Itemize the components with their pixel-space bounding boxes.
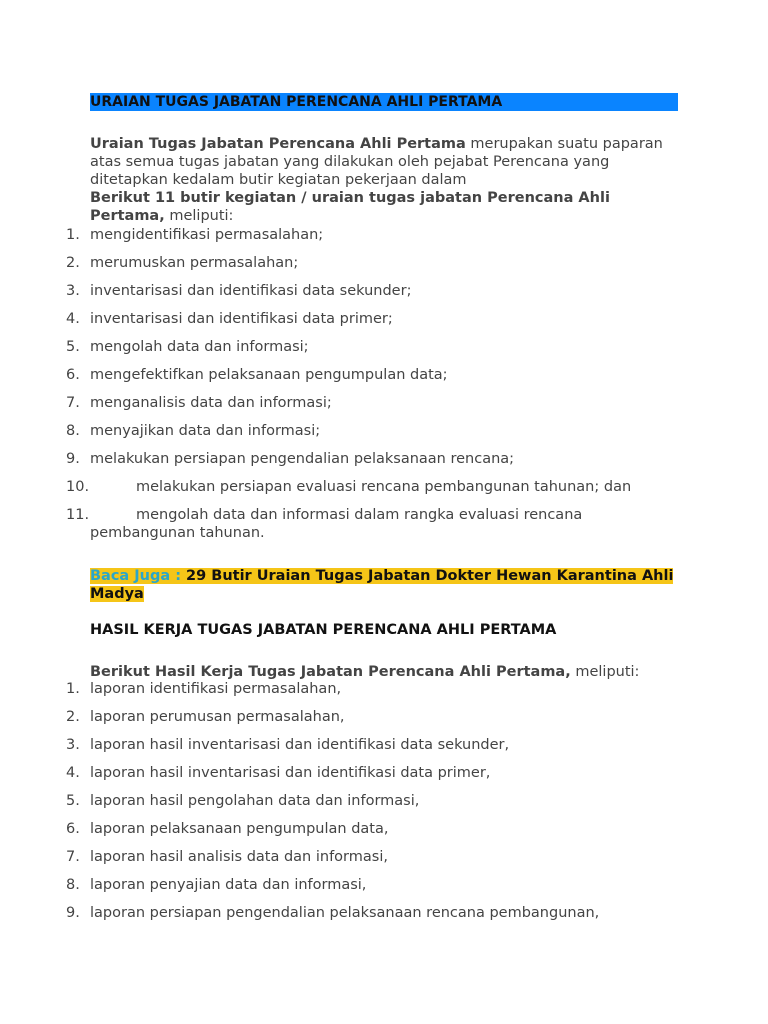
list-item <box>0 254 660 272</box>
list-number: 5. <box>66 793 80 809</box>
list-item-text: laporan pelaksanaan pengumpulan data, <box>90 821 389 837</box>
list-item-text: mengolah data dan informasi dalam rangka evaluasi rencana <box>136 507 583 523</box>
list-item <box>0 506 660 542</box>
list-item-text: melakukan persiapan pengendalian pelaksanaan rencana; <box>90 451 515 467</box>
list-item <box>0 848 660 866</box>
list-number: 1. <box>66 227 80 243</box>
list-item-text: laporan hasil pengolahan data dan informasi, <box>90 793 420 809</box>
results-list <box>0 680 768 932</box>
baca-juga-link[interactable] <box>90 567 680 603</box>
list-item <box>0 764 660 782</box>
list-item <box>0 708 660 726</box>
intro-bold-second: Berikut 11 butir kegiatan / uraian tugas jabatan Perencana Ahli Pertama, <box>90 190 610 224</box>
list-number: 4. <box>66 311 80 327</box>
list-item-text: laporan persiapan pengendalian pelaksanaan rencana pembangunan, <box>90 905 600 921</box>
list-number: 6. <box>66 821 80 837</box>
list-item <box>0 338 660 356</box>
list-item <box>0 736 660 754</box>
list-number: 1. <box>66 681 80 697</box>
list-number: 7. <box>66 849 80 865</box>
list-number: 6. <box>66 367 80 383</box>
list-item <box>0 422 660 440</box>
list-item-text: laporan hasil inventarisasi dan identifikasi data primer, <box>90 765 491 781</box>
list-item-text: mengolah data dan informasi; <box>90 339 309 355</box>
results-intro-bold: Berikut Hasil Kerja Tugas Jabatan Perencana Ahli Pertama, <box>90 664 571 680</box>
list-item-text: melakukan persiapan evaluasi rencana pembangunan tahunan; dan <box>136 479 632 495</box>
list-number: 2. <box>66 709 80 725</box>
list-number: 11. <box>66 507 90 523</box>
baca-juga-label: Baca Juga : <box>90 568 187 584</box>
list-number: 9. <box>66 905 80 921</box>
list-number: 4. <box>66 765 80 781</box>
list-item-text: laporan penyajian data dan informasi, <box>90 877 367 893</box>
list-item <box>0 450 660 468</box>
list-item <box>0 226 660 244</box>
list-number: 3. <box>66 283 80 299</box>
list-item <box>0 310 660 328</box>
list-item <box>0 478 660 496</box>
list-item-text: laporan hasil inventarisasi dan identifikasi data sekunder, <box>90 737 510 753</box>
list-item <box>0 792 660 810</box>
list-item-text: laporan hasil analisis data dan informasi, <box>90 849 388 865</box>
intro-paragraph <box>90 135 680 225</box>
list-item-text: laporan perumusan permasalahan, <box>90 709 345 725</box>
list-number: 10. <box>66 479 90 495</box>
list-number: 5. <box>66 339 80 355</box>
list-item <box>0 394 660 412</box>
list-item <box>0 876 660 894</box>
list-number: 8. <box>66 877 80 893</box>
list-number: 8. <box>66 423 80 439</box>
results-intro-tail: meliputi: <box>570 664 640 680</box>
list-number: 3. <box>66 737 80 753</box>
list-item <box>0 904 660 922</box>
list-number: 7. <box>66 395 80 411</box>
list-item-text: inventarisasi dan identifikasi data primer; <box>90 311 393 327</box>
list-item-text: mengidentifikasi permasalahan; <box>90 227 324 243</box>
task-list <box>0 226 768 552</box>
intro-bold-lead: Uraian Tugas Jabatan Perencana Ahli Pertama <box>90 136 466 152</box>
intro-text: merupakan suatu paparan atas semua tugas jabatan yang dilakukan oleh pejabat Perencana yang ditetapkan kedalam butir kegiatan pekerjaan dalam <box>90 136 663 188</box>
document-title: URAIAN TUGAS JABATAN PERENCANA AHLI PERTAMA <box>90 93 678 111</box>
list-item <box>0 282 660 300</box>
list-number: 2. <box>66 255 80 271</box>
results-intro <box>90 663 639 681</box>
list-item <box>0 820 660 838</box>
list-item-text-continued: pembangunan tahunan. <box>90 525 265 541</box>
section-heading: HASIL KERJA TUGAS JABATAN PERENCANA AHLI PERTAMA <box>90 622 557 638</box>
list-number: 9. <box>66 451 80 467</box>
baca-juga-title[interactable]: 29 Butir Uraian Tugas Jabatan Dokter Hewan Karantina Ahli Madya <box>90 568 674 602</box>
list-item-text: mengefektifkan pelaksanaan pengumpulan data; <box>90 367 448 383</box>
list-item <box>0 680 660 698</box>
list-item-text: inventarisasi dan identifikasi data sekunder; <box>90 283 412 299</box>
list-item-text: laporan identifikasi permasalahan, <box>90 681 342 697</box>
list-item-text: menyajikan data dan informasi; <box>90 423 321 439</box>
intro-tail: meliputi: <box>164 208 234 224</box>
list-item-text: merumuskan permasalahan; <box>90 255 299 271</box>
list-item <box>0 366 660 384</box>
list-item-text: menganalisis data dan informasi; <box>90 395 332 411</box>
